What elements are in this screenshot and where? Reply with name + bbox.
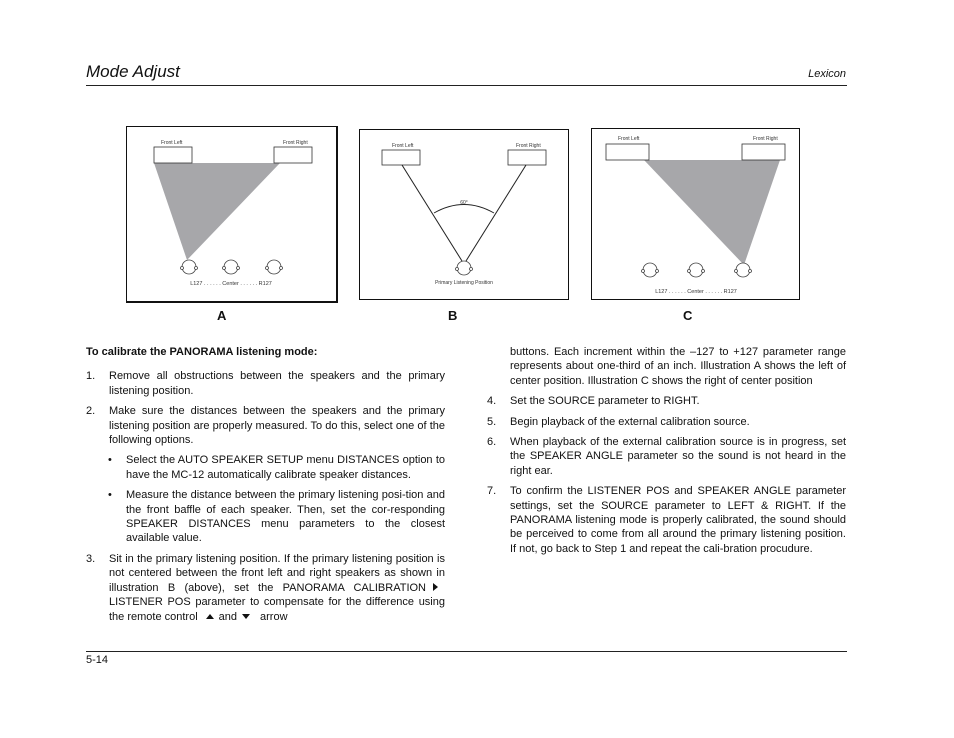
step-4 bbox=[487, 394, 846, 408]
angle-label: 60° bbox=[460, 200, 468, 206]
illustration-a bbox=[126, 126, 338, 303]
position-scale-caption: L127 . . . . . . Center . . . . . . R127 bbox=[655, 289, 737, 295]
front-right-label: Front Right bbox=[753, 136, 778, 142]
bullet-symbol: • bbox=[108, 454, 112, 467]
step-text: To confirm the LISTENER POS and SPEAKER ANGLE parameter settings, set the SOURCE parameter to LEFT & RIGHT. If the PANORAMA listening mode is properly calibrated, the sound should be perceived to come from all around the primary listening position. If not, go back to Step 1 and repeat the cali-bration procudure. bbox=[510, 485, 846, 555]
step-5 bbox=[487, 415, 846, 429]
front-left-label: Front Left bbox=[392, 143, 414, 149]
step-number: 1. bbox=[86, 370, 96, 383]
front-left-speaker bbox=[606, 144, 649, 160]
illustration-b bbox=[359, 129, 569, 300]
option-bullet-1 bbox=[86, 453, 445, 482]
sound-field-wedge bbox=[644, 160, 780, 265]
bullet-text: Select the AUTO SPEAKER SETUP menu DISTANCES option to have the MC-12 automatically calibrate speaker distances. bbox=[126, 454, 445, 481]
illustration-a-drawing bbox=[127, 127, 336, 301]
illustration-b-label: B bbox=[448, 308, 458, 323]
step-6 bbox=[487, 435, 846, 478]
option-bullet-2 bbox=[86, 488, 445, 546]
front-right-speaker bbox=[742, 144, 785, 160]
step-number: 2. bbox=[86, 405, 96, 418]
step-7 bbox=[487, 484, 846, 556]
front-right-speaker bbox=[274, 147, 312, 163]
step-number: 3. bbox=[86, 552, 96, 565]
listener-head-right bbox=[735, 263, 752, 277]
listener-head bbox=[456, 261, 473, 275]
step-number: 5. bbox=[487, 415, 497, 428]
position-scale-caption: L127 . . . . . . Center . . . . . . R127 bbox=[190, 281, 272, 287]
front-left-label: Front Left bbox=[161, 140, 183, 146]
illustration-c bbox=[591, 128, 800, 300]
menu-arrow-right-icon bbox=[433, 583, 438, 591]
up-arrow-icon bbox=[206, 614, 214, 619]
listener-head-center bbox=[223, 260, 240, 274]
step-text: LISTENER POS parameter to compensate for the difference using the remote control bbox=[109, 596, 445, 623]
step-text: Remove all obstructions between the speakers and the primary listening position. bbox=[109, 370, 445, 397]
bullet-symbol: • bbox=[108, 489, 112, 502]
listener-head-right bbox=[266, 260, 283, 274]
front-left-label: Front Left bbox=[618, 136, 640, 142]
step-number: 6. bbox=[487, 436, 497, 449]
step-1 bbox=[86, 369, 445, 398]
step-text: Begin playback of the external calibration source. bbox=[510, 415, 750, 428]
illustration-c-label: C bbox=[683, 308, 693, 323]
down-arrow-icon bbox=[242, 614, 250, 619]
page-number: 5-14 bbox=[86, 654, 109, 666]
step-text: and bbox=[218, 610, 238, 623]
illustration-a-label: A bbox=[217, 308, 227, 323]
front-right-label: Front Right bbox=[516, 143, 541, 149]
front-left-speaker bbox=[154, 147, 192, 163]
illustration-b-drawing bbox=[360, 130, 568, 299]
front-right-speaker bbox=[508, 150, 546, 165]
step-number: 4. bbox=[487, 395, 497, 408]
footer-rule bbox=[86, 651, 847, 652]
left-sight-line bbox=[402, 165, 462, 261]
right-column bbox=[487, 345, 846, 562]
step-text: Set the SOURCE parameter to RIGHT. bbox=[510, 395, 700, 408]
step-text: Sit in the primary listening position. If the primary listening position is not centered between the front left and right speakers as shown in illustration B (above), set the PANORAMA CALIBRATION bbox=[109, 552, 445, 594]
bullet-text: Measure the distance between the primary listening posi-tion and the front baffle of each speaker. Then, set the cor-responding SPEAKER DISTANCES menu parameters to the closest available value. bbox=[126, 489, 445, 545]
step-text: When playback of the external calibration source is in progress, set the SPEAKER ANGLE parameter so the sound is not heard in the right ear. bbox=[510, 436, 846, 477]
step-3 bbox=[86, 552, 445, 624]
step-text: Make sure the distances between the speakers and the primary listening position are properly measured. To do this, select one of the following options. bbox=[109, 405, 445, 447]
listening-position-caption: Primary Listening Position bbox=[435, 280, 493, 286]
sound-field-wedge bbox=[154, 163, 280, 260]
front-left-speaker bbox=[382, 150, 420, 165]
header-rule bbox=[86, 85, 847, 86]
page-title: Mode Adjust bbox=[86, 62, 180, 81]
left-column bbox=[86, 345, 445, 630]
front-right-label: Front Right bbox=[283, 140, 308, 146]
step-3-continued: buttons. Each increment within the –127 to +127 parameter range represents about one-third of an inch. Illustration A shows the left of center position. Illustration C shows the right of center position bbox=[510, 346, 846, 387]
listener-head-left bbox=[181, 260, 198, 274]
step-text: arrow bbox=[260, 610, 288, 623]
step-number: 7. bbox=[487, 485, 497, 498]
illustration-c-drawing bbox=[592, 129, 799, 299]
right-sight-line bbox=[466, 165, 526, 261]
procedure-heading: To calibrate the PANORAMA listening mode: bbox=[86, 346, 318, 358]
brand-name: Lexicon bbox=[808, 68, 846, 80]
listener-head-center bbox=[688, 263, 705, 277]
step-2 bbox=[86, 404, 445, 447]
listener-head-left bbox=[642, 263, 659, 277]
